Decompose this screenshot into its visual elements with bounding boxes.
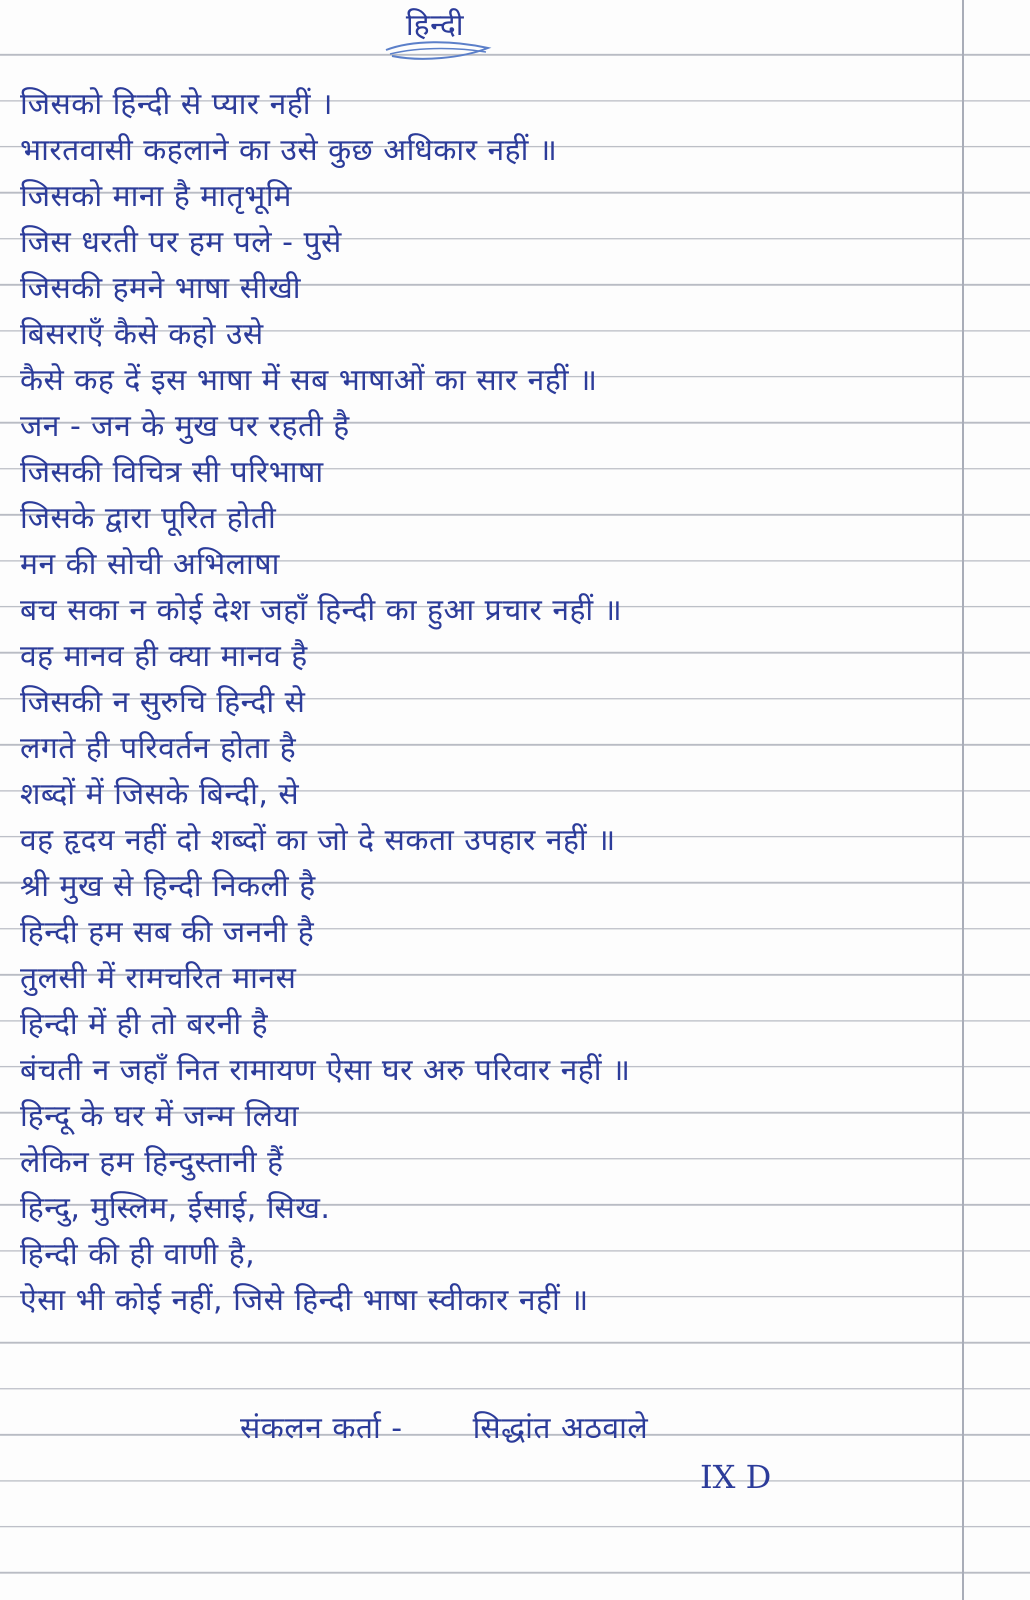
margin-line: [962, 0, 964, 1600]
poem-line: हिन्दु, मुस्लिम, ईसाई, सिख.: [20, 1191, 331, 1226]
poem-line: बच सका न कोई देश जहाँ हिन्दी का हुआ प्रचार नहीं ॥: [20, 593, 623, 628]
poem-line: जन - जन के मुख पर रहती है: [20, 409, 350, 444]
poem-line: ऐसा भी कोई नहीं, जिसे हिन्दी भाषा स्वीकार नहीं ॥: [20, 1283, 589, 1318]
poem-line: तुलसी में रामचरित मानस: [20, 961, 297, 996]
heading-underline-swirl: [382, 36, 494, 66]
poem-line: जिस धरती पर हम पले - पुसे: [20, 225, 342, 260]
compiler-label: संकलन कर्ता -: [240, 1411, 403, 1446]
class-section: IX D: [700, 1458, 772, 1496]
poem-line: बिसराएँ कैसे कहो उसे: [20, 317, 264, 352]
poem-line: बंचती न जहाँ नित रामायण ऐसा घर अरु परिवार नहीं ॥: [20, 1053, 631, 1088]
poem-line: जिसके द्वारा पूरित होती: [20, 501, 277, 536]
poem-line: जिसकी हमने भाषा सीखी: [20, 271, 302, 306]
poem-line: जिसको माना है मातृभूमि: [20, 179, 292, 214]
poem-lines: [20, 82, 960, 1324]
compiler-credit: [240, 1406, 920, 1452]
poem-line: जिसको हिन्दी से प्यार नहीं ।: [20, 87, 333, 122]
poem-line: मन की सोची अभिलाषा: [20, 547, 280, 582]
poem-line: वह हृदय नहीं दो शब्दों का जो दे सकता उपहार नहीं ॥: [20, 823, 616, 858]
poem-line: लेकिन हम हिन्दुस्तानी हैं: [20, 1145, 284, 1180]
poem-line: लगते ही परिवर्तन होता है: [20, 731, 297, 766]
poem-line: हिन्दू के घर में जन्म लिया: [20, 1099, 300, 1134]
poem-line: हिन्दी की ही वाणी है,: [20, 1237, 256, 1272]
compiler-name: सिद्धांत अठवाले: [472, 1411, 649, 1446]
poem-line: श्री मुख से हिन्दी निकली है: [20, 869, 316, 904]
poem-line: भारतवासी कहलाने का उसे कुछ अधिकार नहीं ॥: [20, 133, 558, 168]
poem-line: हिन्दी हम सब की जननी है: [20, 915, 315, 950]
poem-line: कैसे कह दें इस भाषा में सब भाषाओं का सार नहीं ॥: [20, 363, 598, 398]
poem-line: वह मानव ही क्या मानव है: [20, 639, 308, 674]
poem-line: शब्दों में जिसके बिन्दी, से: [20, 777, 300, 812]
poem-heading: हिन्दी: [405, 8, 465, 43]
poem-line: जिसकी विचित्र सी परिभाषा: [20, 455, 324, 490]
poem-line: हिन्दी में ही तो बरनी है: [20, 1007, 269, 1042]
poem-line: जिसकी न सुरुचि हिन्दी से: [20, 685, 306, 720]
